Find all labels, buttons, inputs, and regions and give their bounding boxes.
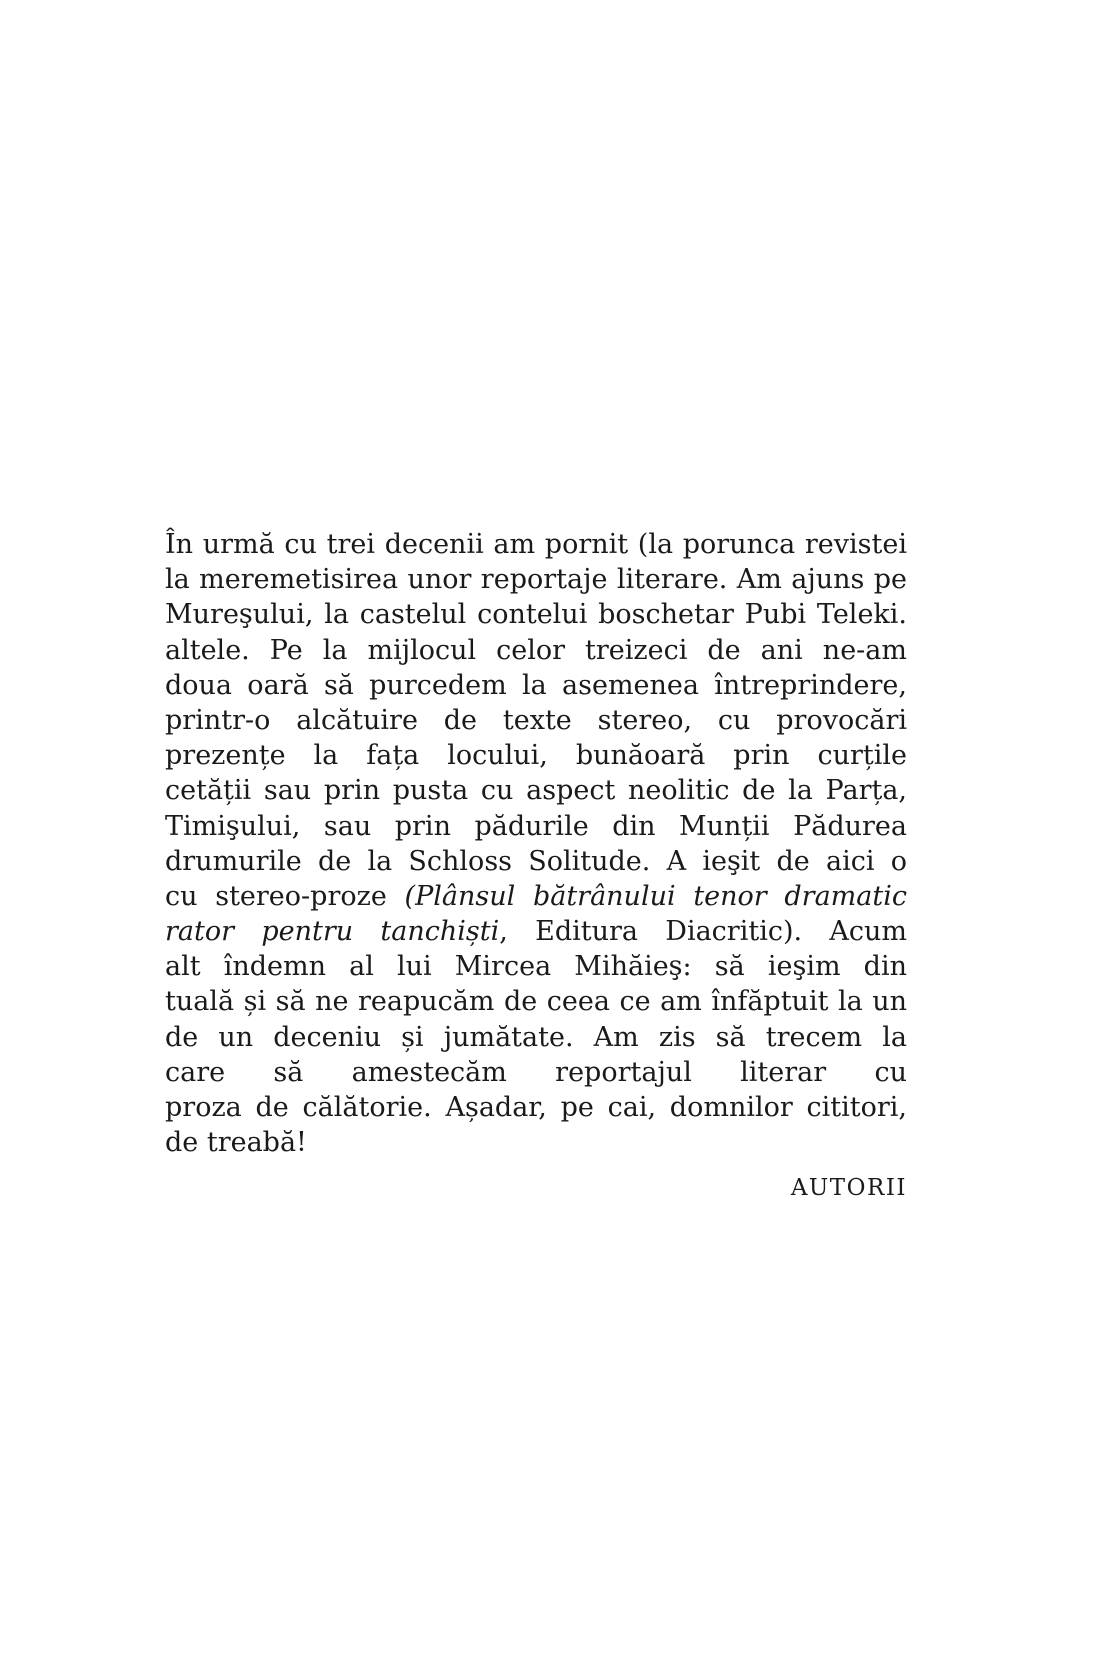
text-line: cu stereo-proze (Plânsul bătrânului tenor dramatic: [165, 879, 907, 914]
book-title-part-2: rator pentru tanchiști: [165, 916, 500, 948]
book-title-part-1: (Plânsul bătrânului tenor dramatic: [404, 880, 907, 912]
text-line: Timişului, sau prin pădurile din Munții Pădurea: [165, 810, 907, 842]
text-line: la meremetisirea unor reportaje literare. Am ajuns pe: [165, 564, 907, 596]
text-line: În urmă cu trei decenii am pornit (la porunca revistei: [165, 529, 907, 560]
text-line: doua oară să purcedem la asemenea întreprindere,: [165, 669, 907, 701]
text-line: Mureşului, la castelul contelui boschetar Pubi Teleki.: [165, 599, 907, 631]
text-line: care să amestecăm reportajul literar cu: [165, 1056, 907, 1088]
text-line: proza de călătorie. Așadar, pe cai, domnilor cititori,: [165, 1092, 907, 1123]
authors-signature: AUTORII: [790, 1175, 907, 1201]
text-line: printr-o alcătuire de texte stereo, cu provocări: [165, 704, 907, 736]
text-line: drumurile de la Schloss Solitude. A ieşit de aici o: [165, 845, 907, 877]
text-line: rator pentru tanchiști, Editura Diacritic). Acum: [165, 916, 907, 948]
text-line: cetății sau prin pusta cu aspect neolitic de la Parța,: [165, 775, 907, 807]
text-line: alt îndemn al lui Mircea Mihăieş: să ieşim din: [165, 951, 907, 983]
text-line-last: de treabă!: [165, 1127, 307, 1159]
text-line: prezențe la fața locului, bunăoară prin curțile: [165, 740, 907, 772]
text-line: altele. Pe la mijlocul celor treizeci de ani ne-am: [165, 634, 907, 666]
text-line: tuală și să ne reapucăm de ceea ce am înfăptuit la un: [165, 986, 907, 1018]
preface-paragraph: [165, 527, 907, 1160]
text-line: de un deceniu și jumătate. Am zis să trecem la: [165, 1021, 907, 1053]
